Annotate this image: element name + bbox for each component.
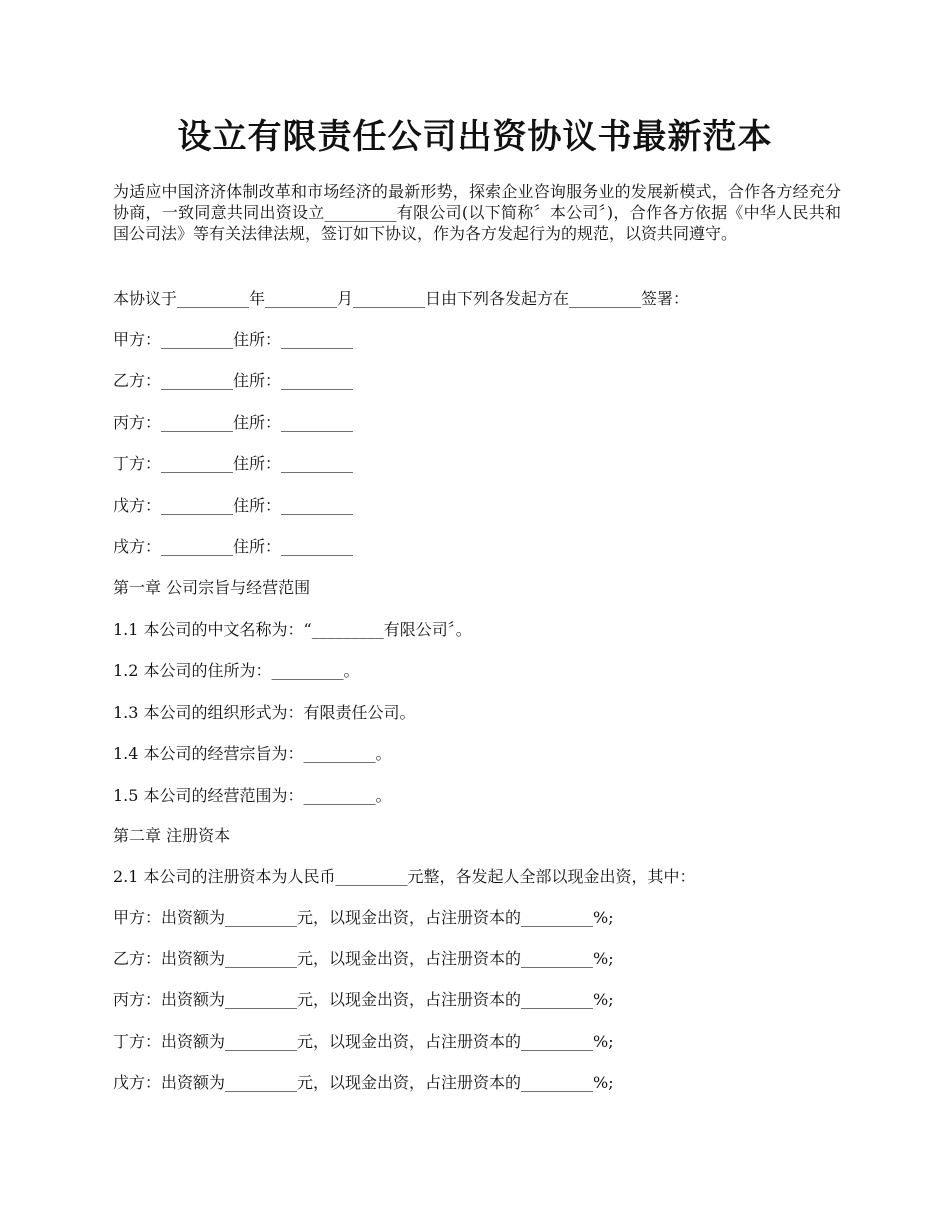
party-line: 乙方：_________住所：_________ [113, 371, 354, 390]
chapter-heading: 第二章 注册资本 [113, 826, 231, 845]
party-line: 甲方：_________住所：_________ [113, 330, 354, 349]
clause-line: 1.5 本公司的经营范围为：_________。 [113, 786, 392, 805]
contribution-line: 丙方：出资额为_________元，以现金出资，占注册资本的_________%; [113, 990, 614, 1009]
party-line: 戊方：_________住所：_________ [113, 496, 354, 515]
contribution-line: 甲方：出资额为_________元，以现金出资，占注册资本的_________%; [113, 908, 614, 927]
clause-line: 1.3 本公司的组织形式为：有限责任公司。 [113, 703, 416, 722]
contribution-line: 丁方：出资额为_________元，以现金出资，占注册资本的_________%; [113, 1032, 614, 1051]
contribution-line: 乙方：出资额为_________元，以现金出资，占注册资本的_________%; [113, 949, 614, 968]
clause-line: 1.1 本公司的中文名称为：“_________有限公司〞。 [113, 620, 472, 639]
intro-paragraph: 为适应中国济济体制改革和市场经济的最新形势，探索企业咨询服务业的发展新模式，合作各方经充分协商，一致同意共同出资设立_________有限公司(以下简称〞本公司〞)，合作各方依据《中华人民共和国公司法》等有关法律法规，签订如下协议，作为各方发起行为的规范，以资共同遵守。 [113, 182, 841, 243]
party-line: 戌方：_________住所：_________ [113, 537, 354, 556]
clause-line: 1.4 本公司的经营宗旨为：_________。 [113, 744, 392, 763]
clause-line: 2.1 本公司的注册资本为人民币_________元整，各发起人全部以现金出资，其中： [113, 867, 696, 886]
chapter-heading: 第一章 公司宗旨与经营范围 [113, 578, 311, 597]
party-line: 丁方：_________住所：_________ [113, 454, 354, 473]
party-line: 丙方：_________住所：_________ [113, 413, 354, 432]
clause-line: 1.2 本公司的住所为：_________。 [113, 661, 360, 680]
document-title: 设立有限责任公司出资协议书最新范本 [177, 117, 773, 157]
signing-date-line: 本协议于_________年_________月_________日由下列各发起方在_________签署： [113, 289, 690, 308]
contribution-line: 戊方：出资额为_________元，以现金出资，占注册资本的_________%; [113, 1073, 614, 1092]
